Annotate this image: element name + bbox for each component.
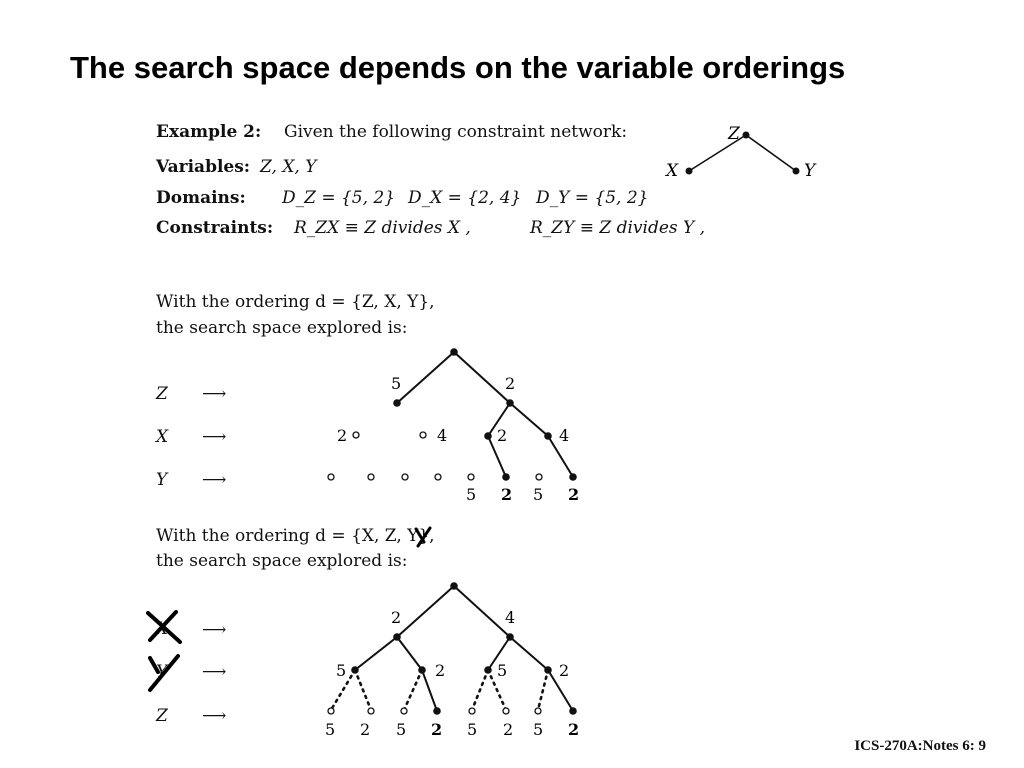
tree-node-filled — [569, 707, 577, 715]
tree-edge — [454, 586, 510, 637]
ordering1-row-var: X — [156, 427, 169, 447]
tree-value-label: 2 — [497, 426, 508, 445]
tree-node-filled — [506, 633, 514, 641]
tree-node-hollow — [368, 708, 374, 714]
example-intro: Given the following constraint network: — [284, 122, 628, 142]
tree-value-label: 4 — [437, 426, 448, 445]
tree-edge — [510, 637, 548, 670]
domain-y: D_Y = {5, 2} — [536, 188, 649, 208]
tree-leaf-label: 2 — [503, 720, 514, 739]
tree-leaf-label: 5 — [396, 720, 407, 739]
network-node-label: Y — [804, 161, 816, 181]
ordering2-row-var: Y — [156, 662, 168, 682]
constraint-zx: R_ZX ≡ Z divides X , — [294, 218, 471, 238]
ordering2-row-arrow: ⟶ — [202, 706, 227, 726]
ordering1-row-var: Z — [156, 384, 168, 404]
tree-leaf-label: 2 — [568, 720, 580, 739]
tree-edge-dotted — [404, 670, 422, 710]
tree-value-label: 2 — [505, 374, 516, 393]
tree-edge-dotted — [472, 670, 488, 710]
tree-value-label: 2 — [559, 661, 570, 680]
variables-value: Z, X, Y — [260, 157, 317, 177]
tree-edge — [397, 637, 422, 670]
variables-label: Variables: — [156, 157, 251, 177]
tree-leaf-label: 2 — [431, 720, 443, 739]
tree-value-label: 2 — [391, 608, 402, 627]
tree-value-label: 5 — [533, 485, 544, 504]
tree-edge-dotted — [538, 670, 548, 710]
ordering1-line2: the search space explored is: — [156, 318, 408, 338]
tree-leaf-label: 5 — [467, 720, 478, 739]
tree-node-filled — [433, 707, 441, 715]
constraint-zy: R_ZY ≡ Z divides Y , — [530, 218, 706, 238]
tree-node-hollow — [535, 708, 541, 714]
tree-value-label: 4 — [559, 426, 570, 445]
ordering2-row-var: Z — [156, 706, 168, 726]
slide-footer: ICS-270A:Notes 6: 9 — [854, 738, 986, 754]
tree-node-hollow — [328, 708, 334, 714]
tree-node-filled — [418, 666, 426, 674]
tree-leaf-label: 5 — [533, 720, 544, 739]
network-node-label: X — [666, 161, 679, 181]
ordering1-row-arrow: ⟶ — [202, 427, 227, 447]
tree-value-label: 2 — [568, 485, 580, 504]
tree-node-filled — [351, 666, 359, 674]
domains-label: Domains: — [156, 188, 246, 208]
domain-z: D_Z = {5, 2} — [282, 188, 396, 208]
tree-node-filled — [544, 666, 552, 674]
tree-value-label: 2 — [501, 485, 513, 504]
ordering2-row-var: X — [156, 619, 169, 639]
tree-edge — [355, 637, 397, 670]
tree-value-label: 5 — [497, 661, 508, 680]
ordering2-row-arrow: ⟶ — [202, 620, 227, 640]
tree-node-hollow — [469, 708, 475, 714]
domain-x: D_X = {2, 4} — [408, 188, 522, 208]
ordering1-row-arrow: ⟶ — [202, 384, 227, 404]
tree-value-label: 5 — [391, 374, 402, 393]
ordering2-line2: the search space explored is: — [156, 551, 408, 571]
tree-leaf-label: 5 — [325, 720, 336, 739]
tree-leaf-label: 2 — [360, 720, 371, 739]
tree-node-hollow — [401, 708, 407, 714]
constraints-label: Constraints: — [156, 218, 274, 238]
page-title: The search space depends on the variable orderings — [70, 50, 846, 85]
ordering1-row-var: Y — [156, 470, 168, 490]
tree-node-filled — [450, 582, 458, 590]
ordering2-line1: With the ordering d = {X, Z, Y}, — [156, 526, 435, 546]
ordering1-row-arrow: ⟶ — [202, 470, 227, 490]
tree-value-label: 5 — [466, 485, 477, 504]
tree-edge — [397, 586, 454, 637]
tree-node-filled — [484, 666, 492, 674]
ordering1-line1: With the ordering d = {Z, X, Y}, — [156, 292, 435, 312]
tree-node-hollow — [503, 708, 509, 714]
example-heading: Example 2: — [156, 122, 262, 142]
tree-value-label: 4 — [505, 608, 516, 627]
ordering2-row-arrow: ⟶ — [202, 662, 227, 682]
tree-value-label: 2 — [435, 661, 446, 680]
tree-edge-dotted — [355, 670, 371, 710]
network-node-label: Z — [728, 124, 740, 144]
tree-node-filled — [393, 633, 401, 641]
tree-value-label: 2 — [337, 426, 348, 445]
tree-value-label: 5 — [336, 661, 347, 680]
